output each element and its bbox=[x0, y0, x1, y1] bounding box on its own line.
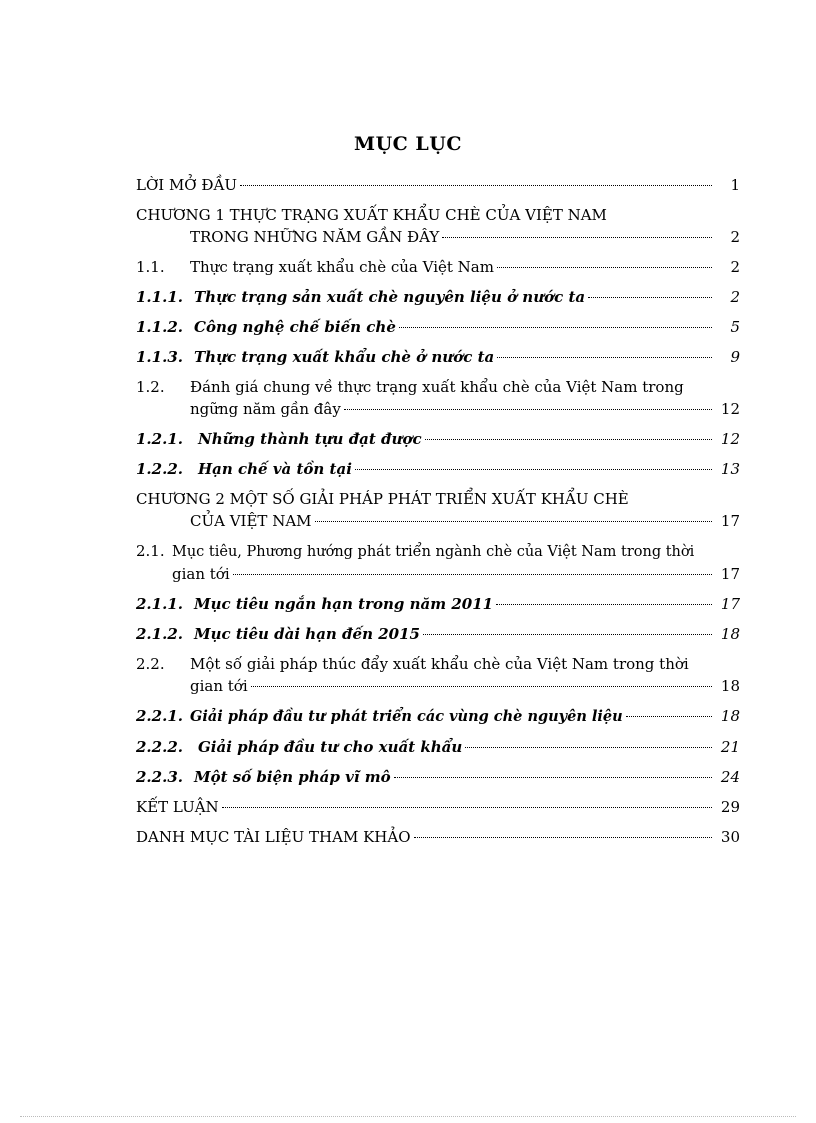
entry-page: 12 bbox=[720, 400, 740, 418]
entry-page: 21 bbox=[720, 738, 740, 756]
entry-number: 2.1.1. bbox=[136, 595, 183, 613]
dot-leader bbox=[442, 237, 712, 238]
toc-entry-1-2-1[interactable] bbox=[136, 428, 740, 450]
entry-page: 9 bbox=[730, 348, 740, 366]
table-of-contents bbox=[136, 170, 740, 848]
toc-entry-chapter-2[interactable] bbox=[136, 488, 740, 532]
entry-label: Mục tiêu dài hạn đến 2015 bbox=[194, 625, 420, 643]
dot-leader bbox=[465, 747, 712, 748]
toc-entry-chapter-1[interactable] bbox=[136, 204, 740, 248]
entry-page: 2 bbox=[730, 288, 740, 306]
entry-number: 1.1.1. bbox=[136, 288, 183, 306]
entry-label: LỜI MỞ ĐẦU bbox=[136, 176, 237, 194]
entry-number: 1.2.1. bbox=[136, 430, 183, 448]
toc-entry-conclusion[interactable] bbox=[136, 796, 740, 818]
toc-entry-2-2-2[interactable] bbox=[136, 736, 740, 758]
dot-leader bbox=[496, 604, 712, 605]
entry-label-continued: gian tới bbox=[190, 677, 248, 695]
toc-entry-2-2-1[interactable] bbox=[136, 705, 740, 728]
dot-leader bbox=[497, 267, 712, 268]
entry-page: 12 bbox=[720, 430, 740, 448]
entry-page: 5 bbox=[730, 318, 740, 336]
entry-label-continued: CỦA VIỆT NAM bbox=[190, 512, 312, 530]
entry-label: Thực trạng xuất khẩu chè của Việt Nam bbox=[190, 258, 494, 276]
entry-number: 1.2. bbox=[136, 378, 165, 396]
entry-label: Một số biện pháp vĩ mô bbox=[194, 768, 391, 786]
toc-entry-2-1-1[interactable] bbox=[136, 593, 740, 615]
dot-leader bbox=[222, 807, 712, 808]
entry-label: DANH MỤC TÀI LIỆU THAM KHẢO bbox=[136, 828, 411, 846]
entry-label: Công nghệ chế biến chè bbox=[194, 318, 396, 336]
entry-number: 1.1.2. bbox=[136, 318, 183, 336]
entry-page: 1 bbox=[730, 176, 740, 194]
toc-entry-1-2-2[interactable] bbox=[136, 458, 740, 480]
entry-page: 29 bbox=[720, 798, 740, 816]
entry-page: 18 bbox=[720, 707, 740, 725]
toc-entry-2-2[interactable] bbox=[136, 653, 740, 697]
toc-entry-1-1-3[interactable] bbox=[136, 346, 740, 368]
entry-page: 17 bbox=[720, 512, 740, 530]
toc-entry-2-1[interactable] bbox=[136, 540, 740, 585]
entry-label: Thực trạng sản xuất chè nguyên liệu ở nước ta bbox=[194, 288, 586, 306]
entry-label: Hạn chế và tồn tại bbox=[198, 460, 352, 478]
toc-entry-1-2[interactable] bbox=[136, 376, 740, 420]
dot-leader bbox=[394, 777, 712, 778]
entry-number: 2.1. bbox=[136, 542, 165, 560]
entry-page: 24 bbox=[720, 768, 740, 786]
entry-label: Mục tiêu ngắn hạn trong năm 2011 bbox=[194, 595, 494, 613]
dot-leader bbox=[425, 439, 712, 440]
entry-number: 2.1.2. bbox=[136, 625, 183, 643]
page-bottom-rule bbox=[20, 1116, 796, 1117]
entry-label: CHƯƠNG 2 MỘT SỐ GIẢI PHÁP PHÁT TRIỂN XUẤT KHẨU CHÈ bbox=[136, 490, 629, 508]
toc-title: MỤC LỤC bbox=[354, 133, 462, 155]
entry-label: KẾT LUẬN bbox=[136, 798, 219, 816]
entry-page: 17 bbox=[720, 595, 740, 613]
dot-leader bbox=[251, 686, 712, 687]
toc-entry-1-1-1[interactable] bbox=[136, 286, 740, 308]
entry-number: 2.2.3. bbox=[136, 768, 183, 786]
entry-label: Đánh giá chung về thực trạng xuất khẩu chè của Việt Nam trong bbox=[190, 378, 684, 396]
toc-entry-1-1[interactable] bbox=[136, 256, 740, 278]
dot-leader bbox=[315, 521, 712, 522]
entry-page: 18 bbox=[720, 625, 740, 643]
dot-leader bbox=[414, 837, 713, 838]
toc-entry-preface[interactable] bbox=[136, 174, 740, 196]
entry-page: 17 bbox=[720, 565, 740, 583]
dot-leader bbox=[240, 185, 712, 186]
entry-label: Giải pháp đầu tư phát triển các vùng chè nguyên liệu bbox=[190, 708, 623, 725]
dot-leader bbox=[399, 327, 712, 328]
dot-leader bbox=[588, 297, 712, 298]
entry-page: 13 bbox=[720, 460, 740, 478]
entry-label: Thực trạng xuất khẩu chè ở nước ta bbox=[194, 348, 495, 366]
entry-label: Một số giải pháp thúc đẩy xuất khẩu chè của Việt Nam trong thời bbox=[190, 655, 689, 673]
entry-number: 1.1. bbox=[136, 258, 165, 276]
entry-number: 2.2. bbox=[136, 655, 165, 673]
entry-label-continued: TRONG NHỮNG NĂM GẦN ĐÂY bbox=[190, 228, 440, 246]
entry-label: Mục tiêu, Phương hướng phát triển ngành chè của Việt Nam trong thời bbox=[172, 544, 695, 560]
entry-label: Giải pháp đầu tư cho xuất khẩu bbox=[198, 738, 463, 756]
toc-entry-1-1-2[interactable] bbox=[136, 316, 740, 338]
entry-page: 18 bbox=[720, 677, 740, 695]
entry-number: 2.2.2. bbox=[136, 738, 183, 756]
entry-number: 1.1.3. bbox=[136, 348, 183, 366]
entry-number: 2.2.1. bbox=[136, 707, 183, 725]
entry-label-continued: ngững năm gần đây bbox=[190, 400, 341, 418]
entry-page: 30 bbox=[720, 828, 740, 846]
entry-page: 2 bbox=[730, 258, 740, 276]
dot-leader bbox=[423, 634, 712, 635]
toc-entry-2-2-3[interactable] bbox=[136, 766, 740, 788]
dot-leader bbox=[233, 574, 712, 575]
entry-number: 1.2.2. bbox=[136, 460, 183, 478]
entry-page: 2 bbox=[730, 228, 740, 246]
entry-label: CHƯƠNG 1 THỰC TRẠNG XUẤT KHẨU CHÈ CỦA VIỆT NAM bbox=[136, 206, 607, 224]
dot-leader bbox=[355, 469, 712, 470]
toc-entry-references[interactable] bbox=[136, 826, 740, 848]
entry-label: Những thành tựu đạt được bbox=[198, 430, 422, 448]
dot-leader bbox=[344, 409, 712, 410]
dot-leader bbox=[626, 716, 712, 717]
toc-entry-2-1-2[interactable] bbox=[136, 623, 740, 645]
entry-label-continued: gian tới bbox=[172, 565, 230, 583]
dot-leader bbox=[497, 357, 712, 358]
